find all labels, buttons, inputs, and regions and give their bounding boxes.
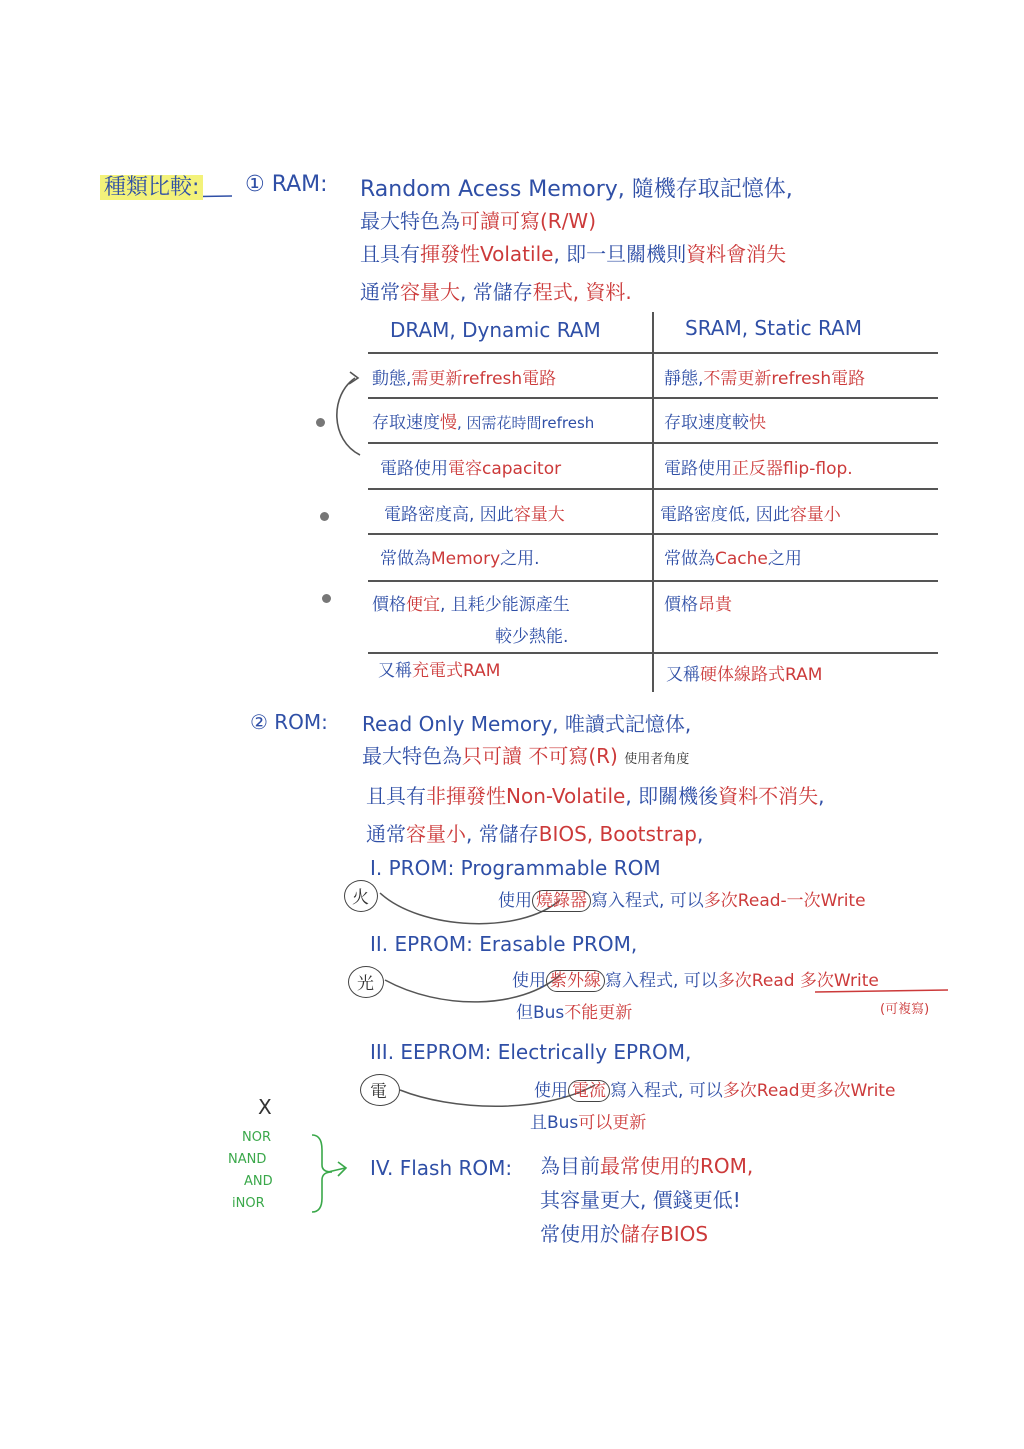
note-item: AND	[244, 1174, 273, 1189]
ram-definition: Random Acess Memory, 隨機存取記憶体,	[360, 177, 793, 202]
bullet-dot	[316, 418, 325, 427]
cell-left-emph: 充電式RAM	[412, 661, 501, 681]
eprom-method-line	[512, 966, 879, 991]
rom-nonvolatile-result: 資料不消失	[718, 784, 819, 808]
rom-number: ② ROM:	[250, 710, 328, 734]
ram-feature-prefix: 最大特色為	[360, 209, 460, 233]
title-label: 種類比較:	[100, 175, 203, 200]
eeprom-circle-text: 電	[370, 1082, 387, 1102]
eprom-bus-prefix: 但Bus	[516, 1003, 565, 1023]
table-row	[380, 454, 561, 479]
cell-right-emph: 昂貴	[698, 595, 732, 615]
flash-bios-prefix: 常使用於	[540, 1222, 620, 1246]
eeprom-method-prefix: 使用	[534, 1081, 568, 1101]
table-row	[372, 408, 594, 433]
eeprom-method-tool: 電流	[568, 1080, 610, 1102]
rom-feature-prefix: 最大特色為	[362, 744, 462, 768]
eeprom-label: III. EEPROM: Electrically EPROM,	[370, 1040, 692, 1064]
rom-capacity-result: BIOS, Bootstrap	[538, 822, 697, 846]
cell-right-emph: 快	[749, 413, 766, 433]
rom-capacity-end: ,	[696, 822, 704, 846]
prom-method-result: 多次Read-一次Write	[703, 891, 866, 911]
cell-left: 常做為	[380, 549, 431, 569]
rom-capacity-value: 容量小	[406, 822, 466, 846]
table-row	[664, 544, 802, 569]
cell-right: 靜態,	[664, 369, 704, 389]
cell-left-emph: 容量大	[513, 505, 565, 525]
prom-circle-text: 火	[352, 888, 369, 908]
cell-right: 電路密度低, 因此	[660, 505, 790, 525]
cell-left-emph: 需更新	[411, 369, 463, 389]
ram-volatile-line	[360, 238, 786, 267]
prom-method-mid: 寫入程式, 可以	[591, 891, 704, 911]
cell-left-tail: , 因需花時間refresh	[457, 414, 595, 432]
ram-volatile-value: 揮發性Volatile	[420, 242, 554, 266]
table-row	[378, 656, 500, 681]
cell-left-emph: 慢	[440, 413, 457, 433]
cell-right-emph: 硬体線路式RAM	[700, 665, 823, 685]
table-row	[660, 500, 841, 525]
flash-capacity-line: 其容量更大, 價錢更低!	[540, 1188, 741, 1212]
prom-method-line	[498, 886, 866, 911]
eprom-method-prefix: 使用	[512, 971, 546, 991]
ram-volatile-prefix: 且具有	[360, 242, 420, 266]
prom-method-prefix: 使用	[498, 891, 532, 911]
eeprom-bus-value: 可以更新	[578, 1113, 647, 1133]
ram-feature-line	[360, 205, 596, 234]
cell-left-tail: 之用.	[500, 549, 540, 569]
cell-right-emph: Cache	[715, 549, 768, 569]
prom-method-tool: 燒錄器	[532, 890, 591, 912]
table-row	[380, 544, 540, 569]
ram-volatile-mid: , 即一旦關機則	[553, 242, 687, 266]
eeprom-bus-prefix: 且Bus	[530, 1113, 579, 1133]
page-title	[100, 170, 203, 201]
note-item: NOR	[242, 1130, 271, 1145]
table-row	[384, 500, 565, 525]
ram-number: ① RAM:	[245, 172, 328, 197]
table-line	[368, 397, 938, 399]
table-line	[368, 442, 938, 444]
rom-nonvolatile-line	[366, 780, 824, 809]
table-row	[372, 364, 556, 389]
eprom-bus-value: 不能更新	[564, 1003, 633, 1023]
table-header-sram: SRAM, Static RAM	[685, 316, 863, 340]
flash-bios-value: 儲存BIOS	[620, 1222, 709, 1246]
ram-volatile-result: 資料會消失	[686, 242, 787, 266]
cell-left: 存取速度	[372, 413, 440, 433]
eeprom-method-mid: 寫入程式, 可以	[610, 1081, 723, 1101]
table-line	[368, 652, 938, 654]
cell-right-emph: 容量小	[789, 505, 841, 525]
cell-left: 電路使用	[380, 459, 448, 479]
ram-capacity-mid: , 常儲存	[460, 280, 533, 304]
table-header-dram: DRAM, Dynamic RAM	[390, 318, 601, 342]
flash-usage-line	[540, 1150, 753, 1179]
table-line	[368, 533, 938, 535]
cell-right: 價格	[664, 595, 698, 615]
table-line	[368, 352, 938, 354]
crossed-mark: X	[258, 1095, 272, 1119]
rom-nonvolatile-prefix: 且具有	[366, 784, 426, 808]
curved-arrow	[337, 378, 360, 455]
flash-usage-value: 最常使用的ROM,	[600, 1154, 754, 1178]
ram-capacity-value: 容量大	[400, 280, 460, 304]
eeprom-method-result: 多次Read更多次Write	[722, 1081, 896, 1101]
table-divider	[652, 312, 654, 692]
ram-capacity-prefix: 通常	[360, 280, 400, 304]
table-line	[368, 580, 938, 582]
cell-right: 常做為	[664, 549, 715, 569]
flash-usage-prefix: 為目前	[540, 1154, 600, 1178]
ram-capacity-result: 程式, 資料.	[532, 280, 632, 304]
cell-right-tail: refresh電路	[771, 369, 866, 389]
flash-bios-line	[540, 1218, 708, 1247]
cell-right-emph: 不需更新	[703, 369, 772, 389]
cell-left-tail: , 且耗少能源產生	[440, 595, 570, 615]
table-row	[664, 590, 732, 615]
table-row	[372, 590, 570, 615]
cell-right-emph: 正反器flip-flop.	[732, 459, 853, 479]
bullet-dot	[322, 594, 331, 603]
table-row	[664, 408, 766, 433]
cell-right: 電路使用	[664, 459, 732, 479]
cell-left-emph: 電容capacitor	[448, 459, 562, 479]
eeprom-method-line	[534, 1076, 895, 1101]
eprom-method-result: 多次Read 多次Write	[717, 971, 879, 991]
eprom-bus-line	[516, 998, 632, 1023]
rom-nonvolatile-value: 非揮發性Non-Volatile	[426, 784, 626, 808]
table-row-continuation: 較少熱能.	[495, 627, 569, 647]
cell-left: 價格	[372, 595, 406, 615]
cell-right: 存取速度較	[664, 413, 749, 433]
eprom-method-mid: 寫入程式, 可以	[605, 971, 718, 991]
cell-left-emph: Memory	[431, 549, 501, 569]
cell-left-tail: refresh電路	[462, 369, 557, 389]
cell-left-emph: 便宜	[406, 595, 440, 615]
eprom-label: II. EPROM: Erasable PROM,	[370, 932, 638, 956]
ram-capacity-line	[360, 276, 632, 305]
rom-capacity-line	[366, 818, 703, 847]
rom-definition: Read Only Memory, 唯讀式記憶体,	[362, 712, 692, 736]
rom-feature-note: 使用者角度	[624, 752, 690, 767]
prom-label: I. PROM: Programmable ROM	[370, 856, 661, 880]
eprom-note: (可複寫)	[880, 1002, 930, 1017]
green-brace	[312, 1135, 332, 1212]
rom-nonvolatile-end: ,	[818, 784, 825, 808]
rom-feature-value: 只可讀 不可寫(R)	[462, 744, 618, 768]
bullet-dot	[320, 512, 329, 521]
note-item: NAND	[228, 1152, 267, 1167]
ram-feature-value: 可讀可寫(R/W)	[460, 209, 597, 233]
table-line	[368, 488, 938, 490]
eeprom-bus-line	[530, 1108, 646, 1133]
eprom-circle-text: 光	[357, 974, 374, 994]
cell-right: 又稱	[666, 665, 700, 685]
rom-feature-line	[362, 740, 689, 769]
cell-left: 又稱	[378, 661, 412, 681]
table-row	[664, 364, 865, 389]
rom-capacity-mid: , 常儲存	[466, 822, 539, 846]
rom-capacity-prefix: 通常	[366, 822, 406, 846]
cell-left: 電路密度高, 因此	[384, 505, 514, 525]
cell-right-tail: 之用	[767, 549, 802, 569]
table-row	[666, 660, 822, 685]
rom-nonvolatile-mid: , 即關機後	[625, 784, 719, 808]
eprom-method-tool: 紫外線	[546, 970, 605, 992]
flash-label: IV. Flash ROM:	[370, 1156, 513, 1180]
cell-left: 動態,	[372, 369, 412, 389]
note-item: iNOR	[232, 1196, 265, 1211]
table-row	[664, 454, 853, 479]
